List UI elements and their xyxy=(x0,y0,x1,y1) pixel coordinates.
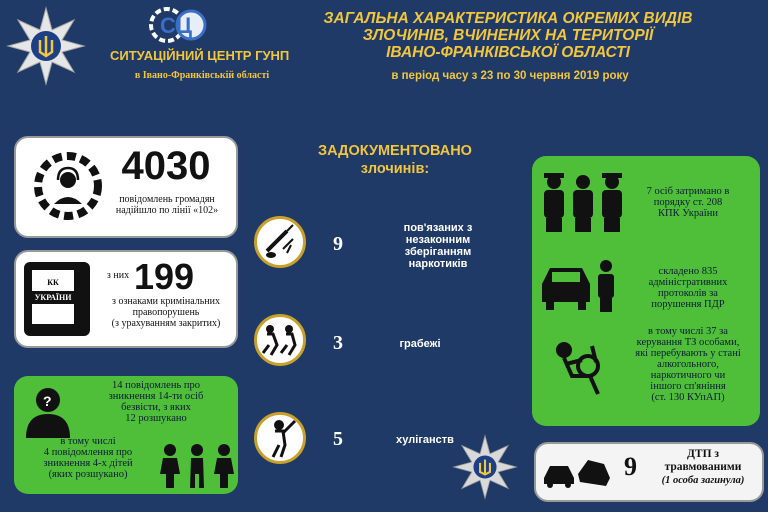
police-star-watermark xyxy=(452,434,518,500)
logo-main-text: СИТУАЦІЙНИЙ ЦЕНТР ГУНП xyxy=(110,48,290,63)
protocols-text-line: адміністративних xyxy=(648,277,728,288)
drugs-text-line: наркотиків xyxy=(408,258,468,270)
hooliganism-icon xyxy=(254,412,306,464)
hooliganism-text: хуліганств xyxy=(396,434,454,446)
road-accident-number: 9 xyxy=(624,452,637,481)
missing-children-line: зникнення 4-х дітей xyxy=(43,458,133,469)
page-title xyxy=(258,10,758,61)
criminal-number: 199 xyxy=(134,256,195,297)
drugs-text-line: пов'язаних з xyxy=(403,222,473,234)
detained-persons-icon xyxy=(540,168,626,234)
car-crash-icon xyxy=(542,454,612,490)
calls-number: 4030 xyxy=(121,144,211,188)
criminal-card xyxy=(14,250,238,348)
drunk-driving-line: керування ТЗ особами, xyxy=(636,337,740,348)
road-accident-line: ДТП з xyxy=(686,448,720,460)
road-accident-line: (1 особа загинула) xyxy=(661,475,745,486)
missing-children-line: в тому числі xyxy=(60,436,116,447)
drunk-driving-line: які перебувають у стані xyxy=(635,348,741,359)
drugs-icon xyxy=(254,216,306,268)
detained-text-line: КПК України xyxy=(658,208,718,219)
road-accident-text xyxy=(648,448,758,487)
children-icon xyxy=(158,440,236,490)
protocols-text-line: порушення ПДР xyxy=(651,299,725,310)
missing-persons-card xyxy=(14,376,238,494)
criminal-prefix: з них xyxy=(106,270,130,281)
protocols-text-line: протоколів за xyxy=(658,288,718,299)
robbery-text: грабежі xyxy=(399,338,441,350)
criminal-text-line: правопорушень xyxy=(132,307,200,318)
missing-children-text xyxy=(18,436,158,480)
book-title-bottom: УКРАЇНИ xyxy=(32,291,74,304)
logo-sub-text: в Івано-Франківській області xyxy=(134,70,270,81)
period-text: в період часу з 23 по 30 червня 2019 року xyxy=(391,70,629,82)
criminal-code-book-icon xyxy=(24,262,90,336)
drugs-text-line: незаконним xyxy=(405,234,471,246)
missing-children-line: (яких розшукано) xyxy=(48,469,128,480)
calls-text-line: надійшло по лінії «102» xyxy=(115,205,219,216)
drugs-text xyxy=(380,222,496,270)
calls-card xyxy=(14,136,238,238)
drunk-driving-line: алкогольного, xyxy=(657,359,719,370)
police-actions-card xyxy=(532,156,760,426)
detained-text xyxy=(620,186,756,219)
protocols-text xyxy=(620,266,756,310)
book-title-top: КК xyxy=(47,278,59,287)
robbery-icon xyxy=(254,314,306,366)
unknown-person-icon xyxy=(22,382,74,440)
drugs-number: 9 xyxy=(333,233,343,255)
drunk-driving-text xyxy=(620,326,756,403)
traffic-police-icon xyxy=(538,254,624,314)
drugs-text-line: зберіганням xyxy=(404,246,472,258)
missing-text xyxy=(76,380,236,424)
missing-text-line: 12 розшукано xyxy=(125,413,187,424)
detained-text-line: порядку ст. 208 xyxy=(653,197,723,208)
criminal-text-line: (з урахуванням закритих) xyxy=(111,318,221,329)
drunk-driver-icon xyxy=(542,336,620,400)
calls-text-line: повідомлень громадян xyxy=(119,194,215,205)
svg-text:?: ? xyxy=(43,393,52,409)
section-title-line: ЗАДОКУМЕНТОВАНО xyxy=(318,143,472,159)
drunk-driving-line: (ст. 130 КУпАП) xyxy=(651,392,725,403)
protocols-text-line: складено 835 xyxy=(658,266,718,277)
criminal-text xyxy=(96,296,236,329)
police-star-logo xyxy=(6,6,86,86)
drunk-driving-line: наркотичного чи xyxy=(650,370,726,381)
title-line: ІВАНО-ФРАНКІВСЬКОЇ ОБЛАСТІ xyxy=(386,44,630,61)
criminal-text-line: з ознаками кримінальних xyxy=(112,296,220,307)
operator-headset-icon xyxy=(28,146,108,226)
missing-text-line: зникнення 14-ти осіб xyxy=(108,391,204,402)
detained-text-line: 7 осіб затримано в xyxy=(646,186,730,197)
logo-letter-c: СЦ xyxy=(160,13,192,38)
drunk-driving-line: іншого сп'яніння xyxy=(650,381,726,392)
calls-text xyxy=(100,194,234,216)
situation-center-emblem xyxy=(148,6,210,44)
robbery-number: 3 xyxy=(333,332,343,354)
hooliganism-number: 5 xyxy=(333,428,343,450)
section-title xyxy=(290,142,500,178)
section-title-line: злочинів: xyxy=(360,161,430,177)
title-line: ЗЛОЧИНІВ, ВЧИНЕНИХ НА ТЕРИТОРІЇ xyxy=(362,27,654,44)
missing-text-line: безвісти, з яких xyxy=(121,402,191,413)
drunk-driving-line: в тому числі 37 за xyxy=(648,326,728,337)
road-accident-card xyxy=(534,442,764,502)
title-line: ЗАГАЛЬНА ХАРАКТЕРИСТИКА ОКРЕМИХ ВИДІВ xyxy=(323,10,693,27)
road-accident-line: травмованими xyxy=(664,461,742,473)
missing-children-line: 4 повідомлення про xyxy=(43,447,133,458)
missing-text-line: 14 повідомлень про xyxy=(112,380,200,391)
